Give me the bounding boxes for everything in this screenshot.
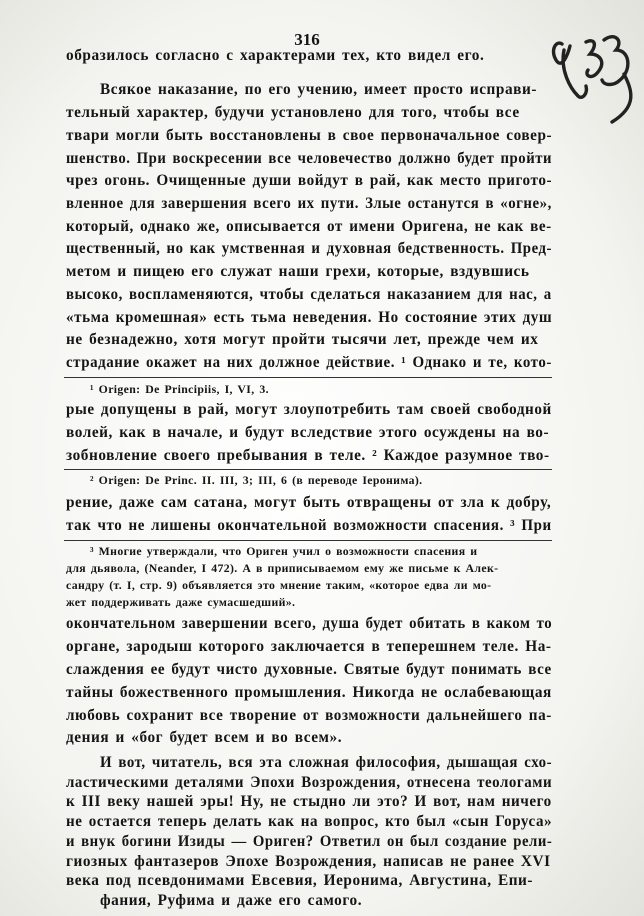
text-line-22: слаждения ее будут чисто духовные. Святые будут понимать все	[66, 661, 552, 678]
footnote-3-line-1: ³ Многие утверждали, что Ориген учил о возможности спасения и	[90, 544, 478, 558]
text-line-18: рение, даже сам сатана, могут быть отвращены от зла к добру,	[66, 494, 552, 511]
footnote-3-line-2: для дьявола, (Neander, I 472). А в приписываемом ему же письме к Алек-	[66, 561, 499, 575]
text-line-32: века под псевдонимами Евсевия, Иеронима, Августина, Епи-	[66, 872, 534, 889]
text-line-25: дения и «бог будет всем и во всем».	[66, 729, 343, 746]
text-line-4: твари могли быть восстановлены в свое первоначальное совер-	[66, 127, 553, 144]
text-line-10: метом и пищею его служат наши грехи, которые, вздувшись	[66, 263, 530, 280]
text-line-15: рые допущены в рай, могут злоупотребить там своей свободной	[66, 401, 552, 418]
text-line-20: окончательном завершении всего, душа будет обитать в каком то	[66, 615, 552, 632]
text-line-26: И вот, читатель, вся эта сложная философия, дышащая схо-	[100, 754, 552, 771]
footnote-rule	[64, 540, 552, 541]
text-line-27: ластическими деталями Эпохи Возрождения, отнесена теологами	[66, 774, 553, 791]
text-line-21: органе, зародыш которого заключается в теперешнем теле. На-	[66, 638, 552, 655]
text-line-14: страдание окажет на них должное действие. ¹ Однако и те, кото-	[66, 354, 552, 371]
text-line-31: гиозных фантазеров Эпохе Возрождения, написав не ранее XVI	[66, 853, 551, 870]
text-line-9: щественный, но как умственная и духовная бедственность. Пред-	[66, 240, 552, 257]
text-line-19: так что не лишены окончательной возможности спасения. ³ При	[66, 517, 552, 534]
footnote-2: ² Origen: De Princ. II. III, 3; III, 6 (в переводе Іеронима).	[90, 473, 423, 487]
text-line-5: шенство. При воскресении все человечество должно будет пройти	[66, 150, 552, 167]
handwritten-page-mark	[540, 10, 644, 130]
footnote-1: ¹ Origen: De Principiis, I, VI, 3.	[90, 382, 269, 396]
text-line-29: не остается теперь делать как на вопрос, кто был «сын Горуса»	[66, 813, 553, 830]
text-line-16: волей, как в начале, и будут вследствие этого осуждены на во-	[66, 424, 550, 441]
footnote-rule	[64, 469, 552, 470]
text-line-2: Всякое наказание, по его учению, имеет просто исправи-	[100, 81, 537, 98]
footnote-3-line-3: сандру (т. I, стр. 9) объявляется это мнение таким, «которое едва ли мо-	[66, 578, 492, 592]
text-line-23: тайны божественного промышления. Никогда не ослабевающая	[66, 684, 552, 701]
text-line-3: тельный характер, будучи установлено для того, чтобы все	[66, 104, 520, 121]
footnote-rule	[64, 377, 552, 378]
text-line-8: который, однако же, описывается от имени Оригена, не как ве-	[66, 218, 552, 235]
page-number: 316	[294, 30, 320, 49]
text-line-24: любовь сохранит все творение от возможности дальнейшего па-	[66, 707, 552, 724]
text-line-28: к III веку нашей эры! Ну, не стыдно ли это? И вот, нам ничего	[66, 793, 552, 810]
text-line-13: не безнадежно, хотя могут пройти тысячи лет, прежде чем их	[66, 331, 539, 348]
text-line-17: зобновление своего пребывания в теле. ² Каждое разумное тво-	[66, 447, 550, 464]
text-line-33: фания, Руфима и даже его самого.	[100, 892, 363, 909]
text-line-7: вленное для завершения всего их пути. Злые останутся в «огне»,	[66, 195, 552, 212]
footnote-3-line-4: жет поддерживать даже сумасшедший».	[66, 595, 296, 609]
text-line-11: высоко, воспламеняются, чтобы сделаться наказанием для нас, а	[66, 286, 552, 303]
text-line-30: и внук богини Изиды — Ориген? Ответил он был создание рели-	[66, 833, 552, 850]
text-line-6: чрез огонь. Очищенные души войдут в рай, как место пригото-	[66, 172, 553, 189]
text-line-1: образилось согласно с характерами тех, кто видел его.	[66, 47, 485, 64]
text-line-12: «тьма кромешная» есть тьма неведения. Но состояние этих душ	[66, 309, 553, 326]
